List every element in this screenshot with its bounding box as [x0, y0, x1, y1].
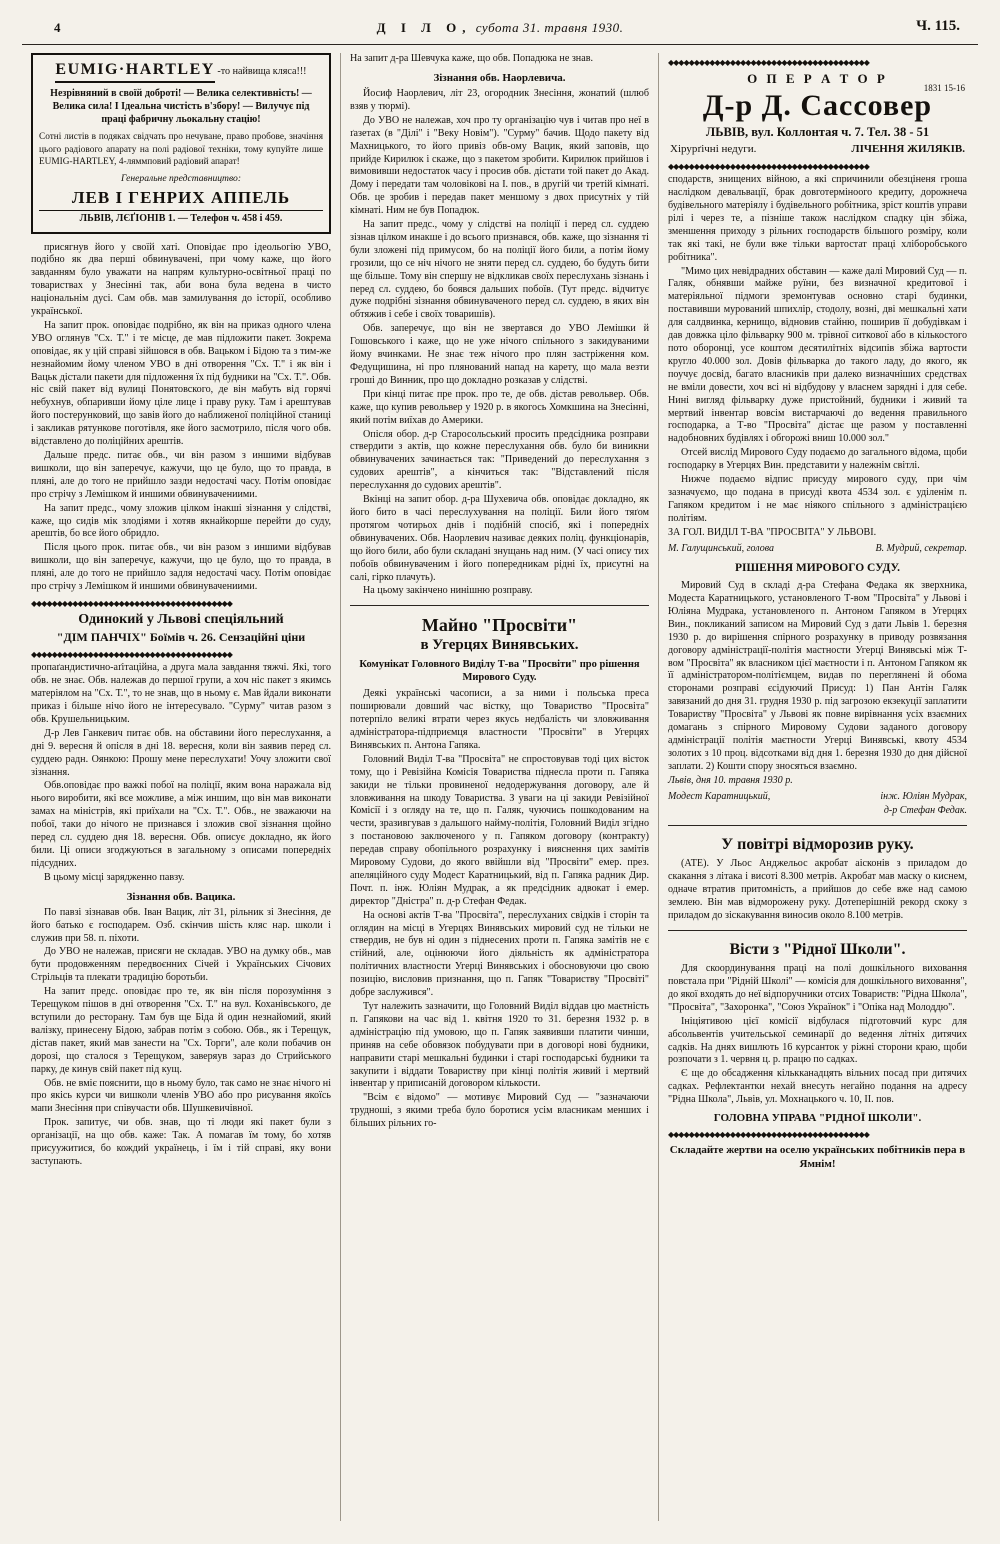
ad-eumig-hartley[interactable] [31, 53, 331, 234]
divider [668, 825, 967, 826]
ad-eumig-firm: ЛЕВ І ГЕНРИХ АППЕЛЬ [71, 187, 291, 207]
paragraph: Дальше предс. питає обв., чи він разом з иншими відбував вишколи, що він заперечує, кажучи, що це було, що то правда, в пляні, але до того не прийшло зазди недостачі часу. Потім оповідає про стрічу з Лемішком й иншими обвинувачениими. [31, 450, 331, 500]
signature-decision [668, 791, 967, 804]
paragraph: На запит предс., чому зложив цілком інакші зізнання у слідстві, каже, що сидів мік злодіями і хотяв якнайкорше перейти до суду, арештів, бо все його обридло. [31, 502, 331, 540]
ad-dim-panchiv[interactable] [31, 611, 331, 645]
footer-appeal: Складайте жертви на оселю українських побітників пера в Ямнім! [669, 1144, 966, 1171]
paragraph: На основі актів Т-ва "Просвіта", переслуханих свідків і сторін та оглядин на місці в Угерцях Винявських мировий суд не тільки не ствердив, не був ні один з піднесених проти п. Гапяка замітів не є стійний, але, оцінюючи його діяльність як адміністратора політичних властности Угерці Винявських і обосновуючи цю свою позицію, висловив признання, що п. Гапяк "Товариству "Просвіті" добре заслужився". [350, 909, 649, 999]
paragraph: Вкінці на запит обор. д-ра Шухевича обв. оповідає докладно, як його бито в часі переслухування на поліції. Били його тяґом протягом чотирьох днів і подібній спосіб, які і попередніх обвинувачених. Обв. Наорлевич називає деяких поліц. функціонарів, що його били, або були складані знущань над ним. (У часі опису тих побоїв обвинуваченим і його попередникам рідні їх, присутні на салі, гірко плачуть). [350, 494, 649, 583]
paragraph: Д-р Лев Ганкевич питає обв. на обставини його переслухання, а дні 9. вересня й опісля в дні 18. вересня, коли він заявив перед сл. суддею радн. Оянкою: Прошу мене переслухати! Уочу зложити свої зізнання. [31, 727, 331, 778]
paragraph: На цьому закінчено нинішню розправу. [363, 585, 533, 597]
paragraph: При кінці питає пре прок. про те, де обв. дістав револьвер. Обв. каже, що купив револьвер у 1920 р. в якогось Хомкшина на Знесінні, який потім виїхав до Америки. [350, 388, 649, 426]
ad-doctor-address: ЛЬВІВ, вул. Коллонтая ч. 7. Тел. 38 - 51 [705, 125, 930, 140]
paragraph: ЗА ГОЛ. ВИДІЛ Т-ВА "ПРОСВІТА" У ЛЬВОВІ. [668, 526, 877, 538]
issue-date: субота 31. травня 1930. [475, 20, 624, 35]
paragraph: сподарств, знищених війною, а які спричинили обезціненя гроша наслідком девальвації, брак довготерміноого кредиту, дорожнеча будівельного матеріялу і будівельного робітника, зріст коштів управи рілі і через те, а пізніше також наслідком спадку цін збіжа, зменшення приходу з рільних господарств більшого розміру, коли так які такі, не були вже тільки вартостат праці хліборобського робітника". [668, 174, 967, 263]
signature-head-office [668, 543, 967, 556]
paragraph: Опісля обор. д-р Старосольський просить предсідника розправи ствердити з актів, що кожне переслухання обв. було би виникни обвинувачених зачинається так: "Приведений до переслухання з судових арештів", а кінчиться так: "Відставлений після переслухання до судових арештів". [350, 428, 649, 492]
divider-diamond: ◆◆◆◆◆◆◆◆◆◆◆◆◆◆◆◆◆◆◆◆◆◆◆◆◆◆◆◆◆◆◆◆◆◆◆◆◆◆◆ [668, 59, 869, 67]
paragraph: Тут належить зазначити, що Головний Виділ віддав цю маєтність п. Гапякови на час від 1. квітня 1920 то 31. березня 1932 р. в адміністрацію під умовою, що п. Гапяк заявивши платити чинши, приняв на себе обовязок побудувати при в договорі нові будники, направити старі мешкальні будинки і старі господарські будники та закупити і віддати Товариству при кінці політія живий і мертвий інвентар у приписаній договором кількости. [350, 1001, 649, 1090]
signature-chairman: д-р Стефан Федак. [883, 805, 967, 817]
paragraph: На запит предс. оповідає про те, як він після порозуміння з Терещуком пішов в дні отворення "Сх. Т." на вул. Коханівського, де вступили до ресторану. Там був ще Біда й один незнайомий, який валізку, принесену Бідою, забрав потім з собою. Обв., як і Терещук, дістав пакет, який мав занести на "Сх. Торги", але коли побачив он дорозі, що сталося з Терещуком, заверяув зараз до Стрийського парку, де кинув свій пакет під кущ. [31, 986, 331, 1075]
ad-eumig-tagline: -то найвища кляса!!! [217, 66, 307, 77]
ad-panchiv-line2: "ДІМ ПАНЧІХ" Боїмів ч. 26. Сензаційні ціни [56, 629, 306, 644]
paragraph: Отсей вислід Мирового Суду подаємо до загального відома, щоби господарку в Угерцях Вин. представити у належнім світлі. [668, 447, 967, 472]
paragraph: Обв. не вміє пояснити, що в ньому було, так само не знає нічого ні про якісь курси чи вишколи членів УВО або про рисування якоїсь мапи Знесіння при співучасти обв. Шушкевичівної. [31, 1077, 331, 1115]
paragraph: Прок. запитує, чи обв. знав, що ті люди які пакет були з організації, на що обв. каже: Так. А помагав їм тому, бо хотяв присуужитися, бо кождий українець, і їм і тій справі, яку вони заступають. [31, 1117, 331, 1167]
paragraph: На запит предс., чому у слідстві на поліції і перед сл. суддею зізнав цілком инакше і до всього признався, обв. каже, що зізнання ті були зложені під примусом, бо на поліції його били, а потім йому грозили, що се ніч нічого не зняти перед сл. суддею, бо будуть бити ще більше. Тому він спершу не відкликав своїх переслухань зізнань і перед сл. суддею, бо боявся дальших побоїв. (Тут предс. відчитує дуже подрібні зізнання обвинуваченого перед сл. суддею, в яких він обтяжив і себе і своїх товаришів). [350, 219, 649, 321]
paragraph: До УВО не належав, присяги не складав. УВО на думку обв., мав бути продовженням передвоєнних Січей і Українських Січових Стрільців та плекати традицію боротьби. [31, 946, 331, 984]
paragraph: (АТЕ). У Льос Анджельос акробат аісконів з приладом до скакання з літака і висоті 8.300 метрів. Акробат мав маску о киснем, одначе втратив притомність, а прийшов до себе вже над самою землею. Він мав відморожену руку. Дотеперішній рекорд скоку з приладом до зіскакування виносив около 8.100 метрів. [668, 858, 967, 921]
paragraph: Є ще до обсадження кількканадцять вільних посад при дитячих садках. Рефлектантки нехай внесуть негайно подання на адресу "Рідна Школа", Львів, ул. Мохнацького ч. 10, II. пов. [668, 1068, 967, 1106]
article-heading-ridna-shkola [668, 940, 967, 959]
paragraph: "Всім є відомо" — мотивує Мировий Суд — "зазначаючи трудноші, з якими треба було боротися усім власникам менших і більших рільних го- [350, 1092, 649, 1130]
page-number-left: 4 [54, 20, 61, 35]
ad-panchiv-line1: Одинокий у Львові спеціяльний [78, 611, 284, 627]
article-heading-line2: в Угерцях Винявських. [420, 637, 579, 654]
paragraph: Головний Виділ Т-ва "Просвіта" не спростовував тоді цих вісток тому, що і Ревізійна Комісія Товариства піднесла проти п. Гапяка закиди не тільки провиненої недодержування договору, але й зловживання на шкоду Товариства. З уваги на ці закиди Ревізійної Комісії і з огляду на те, що п. Галяк, чуючись пошкодованим на чести, зразивгував з дальшого найму-політія, Головний Виділ згідно з постановою заключеного у п. Гапяком договору (контрактy) передав справу обопільного розрахунку і вияснення цих замітів Мировому Судови, до якого ввійшли від "Просвіти" емер. през. апеляційного суду Модест Каратницький, від п. Гапяка радник Дир. Почт. п. інж. Юліян Мудрак, а як предсідник адвокат і емер. директор "Дністра" п. д-р Стефан Федак. [350, 753, 649, 907]
paragraph: До УВО не належав, хоч про ту організацію чув і читав про неї в ґазетах (в "Ділі" і "Веку Новім"). "Сурму" бачив. Щодо пакету від Махницького, то його привіз обв-ому Вацик, який заповів, що прийде Кирилюк і скаже, що з пакетом зробити. Кирилюк прийшов і вимовивши недостаток часу і просив обв. дістати той пакет до Акад. Дому і передати там чоловікові на І. пов., в другій чи третій кімнаті. Обв. це зробив і передав пакет меншому з двох присутніх у тій кімнаті. Ним не був Попадюк. [350, 114, 649, 217]
ad-doctor-spec-left: Хірурґічні недуги. [670, 143, 757, 156]
ad-eumig-brand-line [39, 60, 323, 83]
article-kicker: Комунікат Головного Виділу Т-ва "Просвіти" про рішення Мирового Суду. [359, 659, 640, 684]
signature-right: інж. Юліян Мудрак, [880, 790, 967, 802]
paragraph: Мировий Суд в складі д-ра Стефана Федака як зверхника, Модеста Каратницького, установленого Т-вом "Просвіта" у Львові і Юліяна Мудрака, установленого п. Антоном Гапяком в Угерцях Вин., покликаний записом на Мировий Суд з дати Львів 1. березня 1930 р. до вирішення спірного розрахунку в приводу розвязання договору адміністрації-політія мастности Угерці Винявські між Т-вом "Просвіта" як власником цієї маєтности і п. Антоном Гапяком як її адміністратором-політіємцем, видав по переглянені й обома сторонами розправі єсідуючий Присуд: 1) Пан Антін Галяк завязаний до дня 31. грудня 1930 р. під загрозою екзекуції заплатити Товариству "Просвіта" у Львові як повне вирівнання усіх взаємних домагань з спірного Мировому Судови заданого договору адміністрації політія маєтности Угерці Винявські, квоту 4534 золотих з 10 проц. відсотками від дня 1. березня 1930 до дня дійсної заплати. 2) Кошти спору зносяться взаємно. [668, 580, 967, 772]
divider-diamond: ◆◆◆◆◆◆◆◆◆◆◆◆◆◆◆◆◆◆◆◆◆◆◆◆◆◆◆◆◆◆◆◆◆◆◆◆◆◆◆ [668, 163, 869, 172]
article-heading-text: Вісти з "Рідної Школи". [729, 940, 906, 958]
divider-diamond: ◆◆◆◆◆◆◆◆◆◆◆◆◆◆◆◆◆◆◆◆◆◆◆◆◆◆◆◆◆◆◆◆◆◆◆◆◆◆◆ [668, 1131, 869, 1140]
column-container [22, 53, 978, 1521]
paragraph: присягнув його у своїй хаті. Оповідає про ідеольогію УВО, подібно як два перші обвинувачені, при чому каже, що його завданням було уважати на напрям культурно-освітньої праці по товариствах у Знесінні так, аби вона була ведена в чисто національнім дусі. Сам обв. мав замилування до історії, особливо української. [31, 241, 331, 318]
ad-eumig-address: ЛЬВІВ, ЛЄҐІОНІВ 1. — Телефон ч. 458 і 459. [39, 210, 323, 226]
ad-doctor-name: Д-р Д. Сассовер [702, 88, 933, 122]
paragraph: Нижче подаємо відпис присуду мирового суду, при чім зазначуємо, що подана в присуді квота 4534 зол. є уділенім п. Гапяком кредитом і не має ніякого спільного з адміністрацією політіям. [668, 474, 967, 524]
paragraph: В цьому місці зарядженно павзу. [44, 871, 185, 883]
ad-eumig-brand: EUMIG·HARTLEY [55, 60, 214, 83]
ad-doctor-operator: О П Е Р А Т О Р [747, 71, 888, 86]
signature-left: Модест Каратницький, [668, 790, 771, 802]
masthead-center [22, 20, 978, 36]
issue-number: Ч. 115. [916, 18, 960, 34]
article-heading-line1: Майно "Просвіти" [421, 615, 578, 636]
signature-right: В. Мудрий, секретар. [875, 542, 967, 554]
column-3 [658, 53, 976, 1521]
signature-left: М. Галущинський, голова [668, 542, 775, 554]
subheading-vatsyk: Зізнання обв. Вацика. [126, 890, 236, 903]
paragraph: На запит д-ра Шевчука каже, що обв. Попадюка не знав. [350, 53, 593, 64]
decision-title: РІШЕННЯ МИРОВОГО СУДУ. [735, 562, 900, 575]
newspaper-title: Д І Л О, [376, 20, 472, 35]
subheading-naorlevych: Зізнання обв. Наорлевича. [433, 71, 566, 84]
ad-eumig-line1: Незрівняний в своїй доброті! — Велика селективність! — Велика сила! І Ідеальна чистість в'збору! — Вилучує під праці фабричну льокальну стацію! [50, 88, 312, 126]
paragraph: Для скоординування праці на полі дошкільного виховання повстала при "Рідній Школі" — комісія для дошкільного виховання", до якої входять до неї відпоручники отсих Товариств: "Рідна Школа", "Просвіта", "Захоронка", "Союз Українок" і "Опіка над Молоддю". [668, 963, 967, 1013]
article-heading-frostbite [668, 835, 967, 854]
paragraph: Йосиф Наорлевич, літ 23, огородник Знесіння, жонатий (шлюб взяв у тюрмі). [350, 87, 649, 112]
ad-doctor-sassover[interactable] [668, 71, 967, 156]
paragraph: Обв.оповідає про важкі побої на поліції, яким вона наражала від нього виробити, які все можливе, а між иншим, що він мав виконати замах на міністрів, які приїхали на "Сх. Т.". Обв., не зважаючи на побої, таки до нічого не признався і зложив свої зізнання щойно перед сл. суддею дня 18. вересня. Обв. описує докладно, як його били. Ці описи згоджуються в загальному з описами попередніх підсудних. [31, 780, 331, 869]
ad-doctor-spec-right: ЛІЧЕННЯ ЖИЛЯКІВ. [851, 143, 965, 156]
ad-doctor-specialties [668, 142, 967, 156]
place-date: Львів, дня 10. травня 1930 р. [668, 774, 793, 786]
paragraph: пропаґандистично-аґітаційна, а друга мала завдання тяжчі. Які, того обв. не знає. Обв. належав до першої групи, а хоч ніс пакет з якимсь матеріялом на "Сх. Т.", то не знав, що в ньому є. Мав йдали виконати приказ і більше нічо його не інтересувало. "Сурму" читав разом з обв. Крушельницьким. [31, 662, 331, 725]
paragraph: Після цього прок. питає обв., чи він разом з иншими відбував вишколи, що він заперечує, кажучи, що це було, що то правда, в пляні, але до того не прийшло задля недостачі часу. Потім оповідає про стрічу з Лемішком й иншими обвинувачениими. [31, 542, 331, 593]
ad-eumig-representation: Генеральне представництво: [120, 172, 242, 184]
divider-diamond: ◆◆◆◆◆◆◆◆◆◆◆◆◆◆◆◆◆◆◆◆◆◆◆◆◆◆◆◆◆◆◆◆◆◆◆◆◆◆◆ [31, 651, 232, 660]
column-1 [22, 53, 340, 1521]
paragraph: Обв. заперечує, що він не звертався до УВО Лемішки й Гошовського і каже, що не уже нічого спільного з закидуваними йому вчинками. Не знає теж нічого про плян застріження ком. Федущишина, ні про плянований напад на карету, що мала везти гроші до Винник, про що докладно розказав у слідстві. [350, 323, 649, 386]
paragraph: Ініціятивою цієї комісії відбулася підготовчий курс для абсольвентів учительської семинарії до ведення літніх дитячих садків. На днях вишлють 16 курсанток у ріжні сторони краю, щоби розпочати з 1. червня ц. р. працю по садках. [668, 1015, 967, 1066]
divider [668, 930, 967, 931]
ad-eumig-line2: Сотні листів в подяках свідчать про нечуване, право пробове, значіння цього радіового апарату на полі радіової техніки, тому купуйте лише EUMIG-HARTLEY, 4-ляммповий радіовий апарат! [39, 132, 323, 167]
paragraph: Деякі українські часописи, а за ними і польська преса поширювали довший час вістку, що Товариство "Просвіта" потерпіло великі втрати через якусь недбалість чи зловживання адміністратора-підприємця властности "Просвіти" в Угерцях Винявських п. Антона Гапяка. [350, 688, 649, 751]
paragraph: На запит прок. оповідає подрібно, як він на приказ одного члена УВО оглянув "Сх. Т." і те місце, де мав підложити пакет. Зокрема оповідає, як у цій справі зійшовся в обв. Вацьком і Бідою та з тим-же незнайомим йому членом УВО в дні отворення "Сх. Т." і як він і Вацьк дістали пакети для підложення їх під будники на "Сх. Т.". Обв. ніс свій пакет від вулиці Понятовского, де він мабуть від горячі небухнув, обпаривши йому ціле лице і праву руку. Там і арештував його постерунковий, що завів його до наближеної поліційної станиці і закликав рятункове поготівля, яке його засмотрило, після чого обв. відставлено до поліційних арештів. [31, 319, 331, 448]
ad-reference-number: 1831 15-16 [923, 83, 965, 93]
column-2 [340, 53, 658, 1521]
paragraph: "Мимо цих невідрадних обставин — каже далі Мировий Суд — п. Галяк, обнявши майже руїни, без визначної кредитової і матеріяльної підмоги зремонтував основно старі будинки, поставивши мурований шпихлір, стодолу, возні, дві мешкальні хати для салдвинка, кернищо, відновив стайню, поширив її добудівкам і дав довжка ціло фільварку 900 м. трівної ситкової або в кількостого пото оборонці, усе коштом десятилітніх відсипів збіжа вартости кругло 40.000 зол. Довів фільварка до такого ладу, до якого, як поучує досвід, багато власників при далеко визначніших средствах не вміли довести, хоч всі ні відбудову у власнем зарядні і для себе. Нині вигляд фільварку дуже пристойний, будники і живий та мертвий інвентар вовсім вистарчаючі до ведення правильного господарка, а Т-во "Просвіта" дістає ще разом у поставленні надобновних будівлях і обгорожі вниш 10.000 зол." [668, 265, 967, 445]
divider-diamond: ◆◆◆◆◆◆◆◆◆◆◆◆◆◆◆◆◆◆◆◆◆◆◆◆◆◆◆◆◆◆◆◆◆◆◆◆◆◆◆ [31, 599, 232, 608]
article-closing-signature: ГОЛОВНА УПРАВА "РІДНОЇ ШКОЛИ". [713, 1112, 922, 1125]
divider [350, 605, 649, 606]
masthead [22, 18, 978, 45]
paragraph: По павзі зізнавав обв. Іван Вацик, літ 31, рільник зі Знесіння, де його батько є господарем. Озб. скінчив шість кляс нар. школи і служив при 58. п. піхоти. [31, 906, 331, 944]
article-heading-text: У повітрі відморозив руку. [721, 836, 914, 854]
article-heading-prosvita [350, 615, 649, 654]
